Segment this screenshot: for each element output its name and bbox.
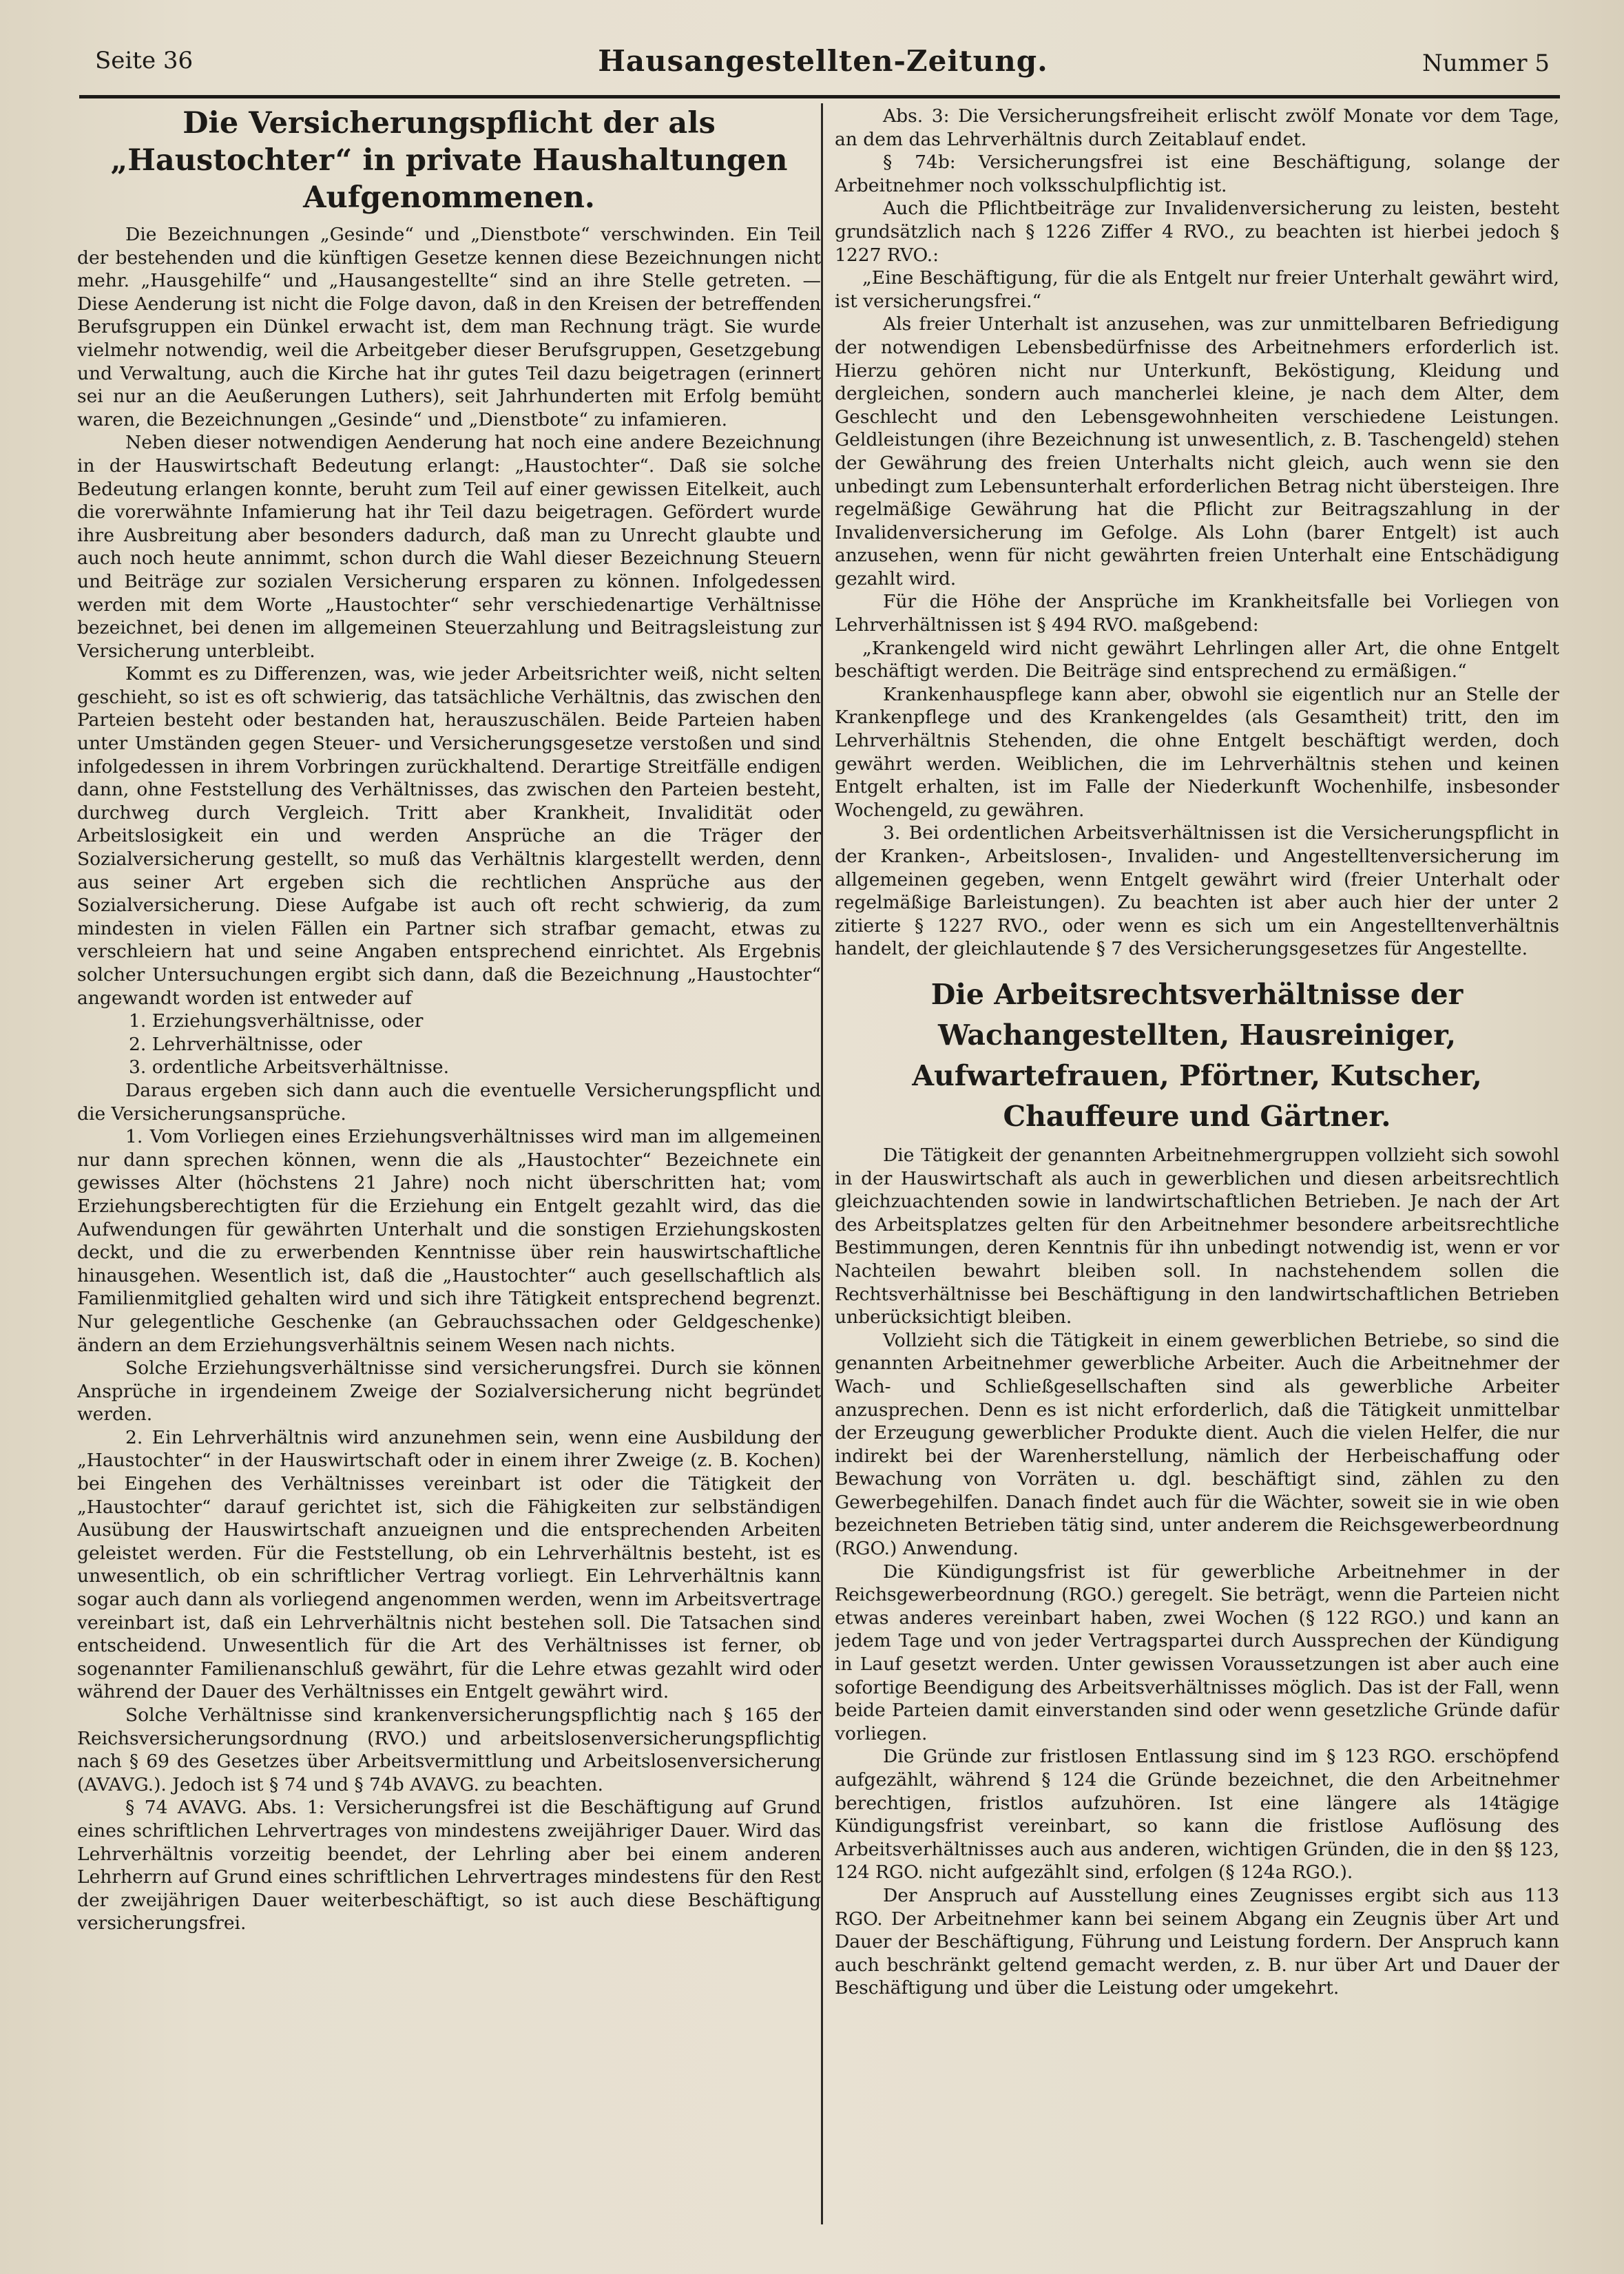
article2-paragraph: Die Kündigungsfrist ist für gewerbliche Arbeitnehmer in der Reichsgewerbeordnung (RGO.) geregelt. Sie beträgt, wenn die Parteien nicht etwas anderes vereinbart haben, zwei Wochen (§ 122 RGO.) und kann an jedem Tage und von jeder Vertragspartei durch Aussprechen der Kündigung in Lauf gesetzt werden. Unter gewissen Voraussetzungen ist aber auch eine sofortige Beendigung des Arbeitsverhältnisses möglich. Das ist der Fall, wenn beide Parteien damit einverstanden sind oder wenn gesetzliche Gründe dafür vorliegen. [835, 1561, 1559, 1744]
newspaper-title: Hausangestellten-Zeitung. [598, 44, 1048, 78]
page-number: Seite 36 [95, 47, 194, 74]
article2-paragraph: Die Gründe zur fristlosen Entlassung sind im § 123 RGO. erschöpfend aufgezählt, während § 124 die Gründe bezeichnet, die den Arbeitnehmer berechtigen, fristlos aufzuhören. Ist eine längere als 14tägige Kündigungsfrist vereinbart, so kann die fristlose Auflösung des Arbeitsverhältnisses auch aus anderen, wichtigen Gründen, die in den §§ 123, 124 RGO. nicht aufgezählt sind, erfolgen (§ 124a RGO.). [835, 1746, 1559, 1884]
article1-paragraph: Solche Erziehungsverhältnisse sind versicherungsfrei. Durch sie können Ansprüche in irgendeinem Zweige der Sozialversicherung nicht begründet werden. [77, 1357, 821, 1426]
article1-paragraph: § 74 AVAVG. Abs. 1: Versicherungsfrei ist die Beschäftigung auf Grund eines schriftlichen Lehrvertrages von mindestens zweijähriger Dauer. Wird das Lehrverhältnis vorzeitig beendet, der Lehrling aber bei einem anderen Lehrherrn auf Grund eines schriftlichen Lehrvertrages mindestens für den Rest der zweijährigen Dauer weiterbeschäftigt, so ist auch diese Beschäftigung versicherungsfrei. [77, 1797, 821, 1934]
list-item: 3. ordentliche Arbeitsverhältnisse. [129, 1056, 449, 1078]
article1-continuation: § 74b: Versicherungsfrei ist eine Beschäftigung, solange der Arbeitnehmer noch volksschulpflichtig ist. [835, 152, 1559, 196]
article2-paragraph: Der Anspruch auf Ausstellung eines Zeugnisses ergibt sich aus 113 RGO. Der Arbeitnehmer kann bei seinem Abgang ein Zeugnis über Art und Dauer der Beschäftigung, Führung und Leistung fordern. Der Anspruch kann auch beschränkt geltend gemacht werden, z. B. nur über Art und Dauer der Beschäftigung und über die Leistung oder umgekehrt. [835, 1884, 1559, 1999]
article2-paragraph: Vollzieht sich die Tätigkeit in einem gewerblichen Betriebe, so sind die genannten Arbeitnehmer gewerbliche Arbeiter. Auch die Arbeitnehmer der Wach- und Schließgesellschaften sind als gewerbliche Arbeiter anzusprechen. Denn es ist nicht erforderlich, daß die Tätigkeit unmittelbar der Erzeugung gewerblicher Produkte dient. Auch die vielen Helfer, die nur indirekt bei der Warenherstellung, nämlich der Herbeischaffung oder Bewachung von Vorräten u. dgl. beschäftigt sind, zählen zu den Gewerbegehilfen. Danach findet auch für die Wächter, soweit sie in wie oben bezeichneten Betrieben tätig sind, unter anderem die Reichsgewerbeordnung (RGO.) Anwendung. [835, 1329, 1559, 1560]
relationship-list [77, 1010, 821, 1079]
column-divider [821, 103, 823, 2224]
article1-continuation: Abs. 3: Die Versicherungsfreiheit erlischt zwölf Monate vor dem Tage, an dem das Lehrverhältnis durch Zeitablauf endet. [835, 105, 1559, 150]
article1-continuation: 3. Bei ordentlichen Arbeitsverhältnissen ist die Versicherungspflicht in der Kranken-, Arbeitslosen-, Invaliden- und Angestelltenversicherung im allgemeinen gegeben, wenn Entgelt gewährt wird (freier Unterhalt oder regelmäßige Barleistungen). Zu beachten ist aber auch hier der unter 2 zitierte § 1227 RVO., oder wenn es sich um ein Angestelltenverhältnis handelt, der gleichlautende § 7 des Versicherungsgesetzes für Angestellte. [835, 822, 1559, 960]
article1-continuation: Auch die Pflichtbeiträge zur Invalidenversicherung zu leisten, besteht grundsätzlich nach § 1226 Ziffer 4 RVO., zu beachten ist hierbei jedoch § 1227 RVO.: [835, 198, 1559, 266]
article1-continuation: Für die Höhe der Ansprüche im Krankheitsfalle bei Vorliegen von Lehrverhältnissen ist § 494 RVO. maßgebend: [835, 591, 1559, 636]
law-quote: „Eine Beschäftigung, für die als Entgelt nur freier Unterhalt gewährt wird, ist versicherungsfrei.“ [835, 267, 1559, 312]
right-column [835, 105, 1559, 2246]
article1-paragraph: 1. Vom Vorliegen eines Erziehungsverhältnisses wird man im allgemeinen nur dann sprechen können, wenn die als „Haustochter“ Bezeichnete ein gewisses Alter (höchstens 21 Jahre) noch nicht überschritten hat; vom Erziehungsberechtigten für die Erziehung ein Entgelt gezahlt wird, das die Aufwendungen für gewährten Unterhalt und die sonstigen Erziehungskosten deckt, und die zu erwerbenden Kenntnisse über rein hauswirtschaftliche hinausgehen. Wesentlich ist, daß die „Haustochter“ auch gesellschaftlich als Familienmitglied gehalten wird und sich ihre Tätigkeit entsprechend begrenzt. Nur gelegentliche Geschenke (an Gebrauchssachen oder Geldgeschenke) ändern an dem Erziehungsverhältnis seinem Wesen nach nichts. [77, 1126, 821, 1356]
left-column [77, 105, 821, 2246]
article1-paragraph: Neben dieser notwendigen Aenderung hat noch eine andere Bezeichnung in der Hauswirtschaft Bedeutung erlangt: „Haustochter“. Daß sie solche Bedeutung erlangen konnte, beruht zum Teil auf einer gewissen Eitelkeit, auch die vorerwähnte Infamierung hat ihr Teil dazu beigetragen. Gefördert wurde ihre Ausbreitung aber besonders dadurch, daß man zu Unrecht glaubte und auch noch heute annimmt, schon durch die Wahl dieser Bezeichnung Steuern und Beiträge zur sozialen Versicherung ersparen zu können. Infolgedessen werden mit dem Worte „Haustochter“ sehr verschiedenartige Verhältnisse bezeichnet, bei denen im allgemeinen Steuerzahlung und Beitragsleistung zur Versicherung unterbleibt. [77, 432, 821, 662]
header-rule [79, 95, 1560, 98]
article1-paragraph: Solche Verhältnisse sind krankenversicherungspflichtig nach § 165 der Reichsversicherungsordnung (RVO.) und arbeitslosenversicherungspflichtig nach § 69 des Gesetzes über Arbeitsvermittlung und Arbeitslosenversicherung (AVAVG.). Jedoch ist § 74 und § 74b AVAVG. zu beachten. [77, 1704, 821, 1795]
law-quote: „Krankengeld wird nicht gewährt Lehrlingen aller Art, die ohne Entgelt beschäftigt werden. Die Beiträge sind entsprechend zu ermäßigen.“ [835, 637, 1559, 682]
page-header [83, 41, 1563, 99]
article2-paragraph: Die Tätigkeit der genannten Arbeitnehmergruppen vollzieht sich sowohl in der Hauswirtschaft als auch in gewerblichen und diesen arbeitsrechtlich gleichzuachtenden sowie in landwirtschaftlichen Betrieben. Je nach der Art des Arbeitsplatzes gelten für den Arbeitnehmer besondere arbeitsrechtliche Bestimmungen, deren Kenntnis für ihn unbedingt notwendig ist, wenn er vor Nachteilen bewahrt bleiben soll. In nachstehendem sollen die Rechtsverhältnisse bei Beschäftigung in den landwirtschaftlichen Betrieben unberücksichtigt bleiben. [835, 1144, 1559, 1328]
article1-paragraph: Kommt es zu Differenzen, was, wie jeder Arbeitsrichter weiß, nicht selten geschieht, so ist es oft schwierig, das tatsächliche Verhältnis, das zwischen den Parteien besteht oder bestanden hat, herauszuschälen. Beide Parteien haben unter Umständen gegen Steuer- und Versicherungsgesetze verstoßen und sind infolgedessen in ihrem Vorbringen zurückhaltend. Derartige Streitfälle endigen dann, ohne Feststellung des Verhältnisses, das zwischen den Parteien besteht, durchweg durch Vergleich. Tritt aber Krankheit, Invalidität oder Arbeitslosigkeit ein und werden Ansprüche an die Träger der Sozialversicherung gestellt, so muß das Verhältnis klargestellt werden, denn aus seiner Art ergeben sich die rechtlichen Ansprüche aus der Sozialversicherung. Diese Aufgabe ist auch oft recht schwierig, da zum mindesten in vielen Fällen ein Partner sich strafbar gemacht, etwas zu verschleiern hat und seine Angaben entsprechend einrichtet. Als Ergebnis solcher Untersuchungen ergibt sich dann, daß die Bezeichnung „Haustochter“ angewandt worden ist entweder auf [77, 663, 821, 1009]
list-item: 1. Erziehungsverhältnisse, oder [129, 1010, 424, 1032]
article1-paragraph: Die Bezeichnungen „Gesinde“ und „Dienstbote“ verschwinden. Ein Teil der bestehenden und die künftigen Gesetze kennen diese Bezeichnungen nicht mehr. „Hausgehilfe“ und „Hausangestellte“ sind an ihre Stelle getreten. — Diese Aenderung ist nicht die Folge davon, daß in den Kreisen der betreffenden Berufsgruppen ein Dünkel erwacht ist, dem man Rechnung trägt. Sie wurde vielmehr notwendig, weil die Arbeitgeber dieser Berufsgruppen, Gesetzgebung und Verwaltung, auch die Kirche hat ihr gutes Teil dazu beigetragen (erinnert sei nur an die Aeußerungen Luthers), seit Jahrhunderten mit Erfolg bemüht waren, die Bezeichnungen „Gesinde“ und „Dienstbote“ zu infamieren. [77, 224, 821, 430]
article1-title: Die Versicherungspflicht der als „Haustochter“ in private Haushaltungen Aufgenommenen. [110, 106, 788, 215]
article1-paragraph: Daraus ergeben sich dann auch die eventuelle Versicherungspflicht und die Versicherungsansprüche. [77, 1079, 821, 1125]
list-item: 2. Lehrverhältnisse, oder [129, 1033, 362, 1055]
issue-number: Nummer 5 [1422, 50, 1550, 77]
article1-paragraph: 2. Ein Lehrverhältnis wird anzunehmen sein, wenn eine Ausbildung der „Haustochter“ in der Hauswirtschaft oder in einem ihrer Zweige (z. B. Kochen) bei Eingehen des Verhältnisses vereinbart ist oder die Tätigkeit der „Haustochter“ darauf gerichtet ist, sich die Fähigkeiten zur selbständigen Ausübung der Hauswirtschaft anzueignen und die entsprechenden Arbeiten geleistet werden. Für die Feststellung, ob ein Lehrverhältnis besteht, ist es unwesentlich, ob ein schriftlicher Vertrag vorliegt. Ein Lehrverhältnis kann sogar auch dann als vorliegend angenommen werden, wenn im Arbeitsvertrage vereinbart ist, daß ein Lehrverhältnis nicht bestehen soll. Die Tatsachen sind entscheidend. Unwesentlich für die Art des Verhältnisses ist ferner, ob sogenannter Familienanschluß gewährt, für die Lehre etwas gezahlt wird oder während der Dauer des Verhältnisses ein Entgelt gewährt wird. [77, 1426, 821, 1703]
article1-continuation: Krankenhauspflege kann aber, obwohl sie eigentlich nur an Stelle der Krankenpflege und des Krankengeldes (als Gesamtheit) tritt, den im Lehrverhältnis Stehenden, die ohne Entgelt beschäftigt werden, doch gewährt werden. Weiblichen, die im Lehrverhältnis stehen und keinen Entgelt erhalten, ist im Falle der Niederkunft Wochenhilfe, insbesonder Wochengeld, zu gewähren. [835, 683, 1559, 821]
article2-title: Die Arbeitsrechtsverhältnisse der Wachangestellten, Hausreiniger, Aufwartefrauen, Pförtner, Kutscher, Chauffeure und Gärtner. [912, 977, 1482, 1133]
article1-continuation: Als freier Unterhalt ist anzusehen, was zur unmittelbaren Befriedigung der notwendigen Lebensbedürfnisse des Arbeitnehmers erforderlich ist. Hierzu gehören nicht nur Unterkunft, Beköstigung, Kleidung und dergleichen, sondern auch mancherlei kleine, je nach dem Alter, dem Geschlecht und den Lebensgewohnheiten verschiedene Leistungen. Geldleistungen (ihre Bezeichnung ist unwesentlich, z. B. Taschengeld) stehen der Gewährung des freien Unterhalts nicht gleich, auch wenn sie den unbedingt zum Lebensunterhalt erforderlichen Betrag nicht übersteigen. Ihre regelmäßige Gewährung hat die Pflicht zur Beitragszahlung in der Invalidenversicherung im Gefolge. Als Lohn (barer Entgelt) ist auch anzusehen, wenn für nicht gewährten freien Unterhalt eine Entschädigung gezahlt wird. [835, 313, 1559, 590]
